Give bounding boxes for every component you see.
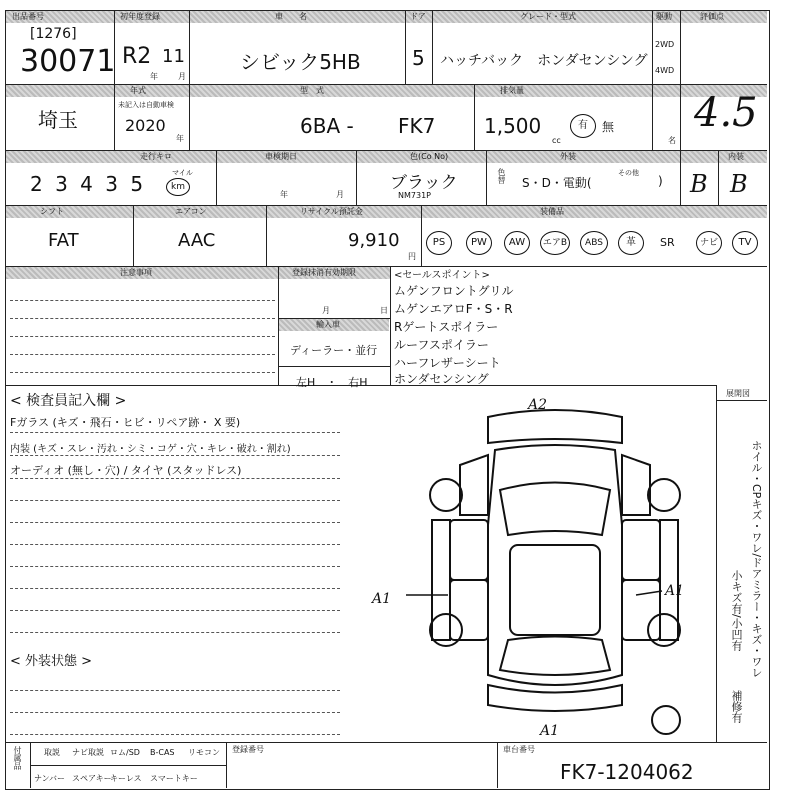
model-code: FK7 bbox=[398, 114, 436, 138]
car-diagram bbox=[372, 395, 716, 740]
acc-spare-key: スペアキー bbox=[72, 774, 112, 783]
option-abs: ABS bbox=[580, 231, 608, 255]
ext-grade: B bbox=[690, 170, 708, 198]
equip-label: 装備品 bbox=[540, 207, 564, 216]
color-change: 色替 bbox=[497, 168, 506, 184]
side-legend-2: 小キズ有/小凹有 bbox=[730, 570, 743, 651]
drive-2wd: 2WD bbox=[655, 40, 675, 49]
grade-label: グレード・型式 bbox=[520, 12, 576, 21]
turbo-no: 無 bbox=[602, 120, 615, 134]
diagram-label: 展開図 bbox=[726, 389, 750, 398]
turbo-yes-circle: 有 bbox=[570, 114, 596, 138]
cc-label: 排気量 bbox=[500, 86, 524, 95]
displacement: 1,500 bbox=[484, 114, 542, 138]
option-aw: AW bbox=[504, 231, 530, 255]
air-con: AAC bbox=[178, 230, 216, 251]
exterior-title: < 外装状態 > bbox=[10, 654, 93, 669]
year-label: 年式 bbox=[130, 86, 146, 95]
lot-sub: [1276] bbox=[30, 26, 77, 42]
mileage-label: 走行キロ bbox=[140, 152, 172, 161]
acc-remote: リモコン bbox=[188, 748, 220, 757]
acc-rom-sd: ロム/SD bbox=[110, 748, 140, 757]
chassis-number: FK7-1204062 bbox=[560, 760, 694, 784]
color-name: ブラック bbox=[390, 173, 458, 193]
option-leather: 革 bbox=[618, 231, 644, 255]
ac-label: エアコン bbox=[175, 207, 207, 216]
sales-point-2: ムゲンエアロF・S・R bbox=[394, 302, 513, 316]
inspector-line-3: オーディオ (無し・穴) / タイヤ (スタッドレス) bbox=[10, 464, 242, 477]
model-year: 2020 bbox=[125, 116, 166, 135]
car-name: シビック5HB bbox=[240, 50, 361, 74]
model-prefix: 6BA - bbox=[300, 114, 354, 138]
door-label: ドア bbox=[410, 12, 426, 21]
reg-expiry-label: 登録抹消有効期限 bbox=[292, 268, 356, 277]
reg-month-unit: 月 bbox=[178, 72, 186, 81]
acc-keyless: キーレス bbox=[110, 774, 142, 783]
acc-navi-manual: ナビ取説 bbox=[72, 748, 104, 757]
grade: ハッチバック ホンダセンシング bbox=[440, 53, 648, 69]
lot-label: 出品番号 bbox=[12, 12, 44, 21]
score: 4.5 bbox=[694, 90, 758, 136]
expiry-day: 日 bbox=[380, 306, 388, 315]
inspector-line-1: Fガラス (キズ・飛石・ヒビ・リペア跡・ X 要) bbox=[10, 416, 241, 429]
insp-month-unit: 月 bbox=[336, 190, 344, 199]
option-ps: PS bbox=[426, 231, 452, 255]
reg-era: R2 bbox=[122, 44, 152, 69]
inspector-title: < 検査員記入欄 > bbox=[10, 393, 127, 409]
mileage-unit-top: マイル bbox=[172, 169, 193, 177]
inspection-label: 車検期日 bbox=[265, 152, 297, 161]
import-value: ディーラー・並行 bbox=[290, 344, 378, 357]
damage-mark-front: A2 bbox=[528, 397, 548, 413]
int-label: 内装 bbox=[728, 152, 744, 161]
km-circle: km bbox=[166, 178, 190, 196]
mileage: 2 3 4 3 5 bbox=[30, 172, 147, 196]
car-name-label: 車 名 bbox=[275, 12, 307, 21]
ext-equip: S・D・電動( bbox=[522, 176, 592, 190]
option-tv: TV bbox=[732, 231, 758, 255]
acc-manual: 取説 bbox=[44, 748, 60, 757]
lot-number: 30071 bbox=[20, 44, 116, 79]
option-sunroof: SR bbox=[660, 236, 675, 249]
recycle-fee: 9,910 bbox=[348, 230, 400, 251]
acc-bcas: B-CAS bbox=[150, 748, 175, 757]
steering-handle: 左H ・ 右H bbox=[296, 376, 368, 389]
reg-month: 11 bbox=[162, 46, 185, 67]
year-unit: 年 bbox=[176, 134, 184, 143]
sales-point-4: ルーフスポイラー bbox=[394, 338, 489, 352]
cc-unit: cc bbox=[552, 136, 561, 145]
sales-label: <セールスポイント> bbox=[394, 270, 490, 281]
accessories-label: 付属品 bbox=[13, 746, 22, 770]
chassis-label: 車台番号 bbox=[503, 745, 535, 754]
doors: 5 bbox=[412, 46, 425, 70]
seats-unit: 名 bbox=[668, 136, 676, 145]
paren-close: ) bbox=[658, 174, 663, 188]
damage-mark-left: A1 bbox=[372, 591, 392, 607]
first-reg-label: 未記入は自動車検 bbox=[118, 101, 174, 109]
acc-number: ナンバー bbox=[34, 774, 66, 783]
score-label: 評価点 bbox=[700, 12, 724, 21]
shift-label: シフト bbox=[40, 207, 64, 216]
drive-label: 駆動 bbox=[656, 12, 672, 21]
reg-number-label: 登録番号 bbox=[232, 745, 264, 754]
drive-4wd: 4WD bbox=[655, 66, 675, 75]
side-legend-1: ホイル・CPキズ・ワレ/ドアミラー・キズ・ワレ bbox=[750, 440, 763, 679]
inspector-line-2: 内装 (キズ・スレ・汚れ・シミ・コゲ・穴・キレ・破れ・割れ) bbox=[10, 444, 291, 455]
sales-point-1: ムゲンフロントグリル bbox=[394, 284, 514, 298]
damage-mark-rear: A1 bbox=[540, 723, 560, 739]
shift: FAT bbox=[48, 230, 79, 251]
acc-smart-key: スマートキー bbox=[150, 774, 198, 783]
sales-point-3: Rゲートスポイラー bbox=[394, 320, 499, 334]
reg-label: 初年度登録 bbox=[120, 12, 160, 21]
side-legend-3: 補修有 bbox=[730, 690, 743, 723]
option-pw: PW bbox=[466, 231, 492, 255]
option-navi: ナビ bbox=[696, 231, 722, 255]
recycle-unit: 円 bbox=[408, 252, 416, 261]
import-label: 輸入車 bbox=[316, 320, 340, 329]
color-label: 色(Co No) bbox=[410, 152, 449, 161]
ext-equip-label: 外装 bbox=[560, 152, 576, 161]
recycle-label: リサイクル預託金 bbox=[300, 207, 363, 216]
sales-point-5: ハーフレザーシート bbox=[394, 356, 501, 370]
other-label: その他 bbox=[618, 169, 639, 177]
int-grade: B bbox=[730, 170, 748, 198]
expiry-month: 月 bbox=[322, 306, 330, 315]
insp-year-unit: 年 bbox=[280, 190, 288, 199]
reg-year-unit: 年 bbox=[150, 72, 158, 81]
model-label: 型 式 bbox=[300, 86, 324, 95]
damage-mark-right: A1 bbox=[665, 583, 685, 599]
sales-point-6: ホンダセンシング bbox=[394, 372, 489, 386]
option-airbag: エアB bbox=[540, 231, 570, 255]
region: 埼玉 bbox=[38, 108, 78, 132]
caution-label: 注意事項 bbox=[120, 268, 152, 277]
color-code: NM731P bbox=[398, 191, 431, 200]
